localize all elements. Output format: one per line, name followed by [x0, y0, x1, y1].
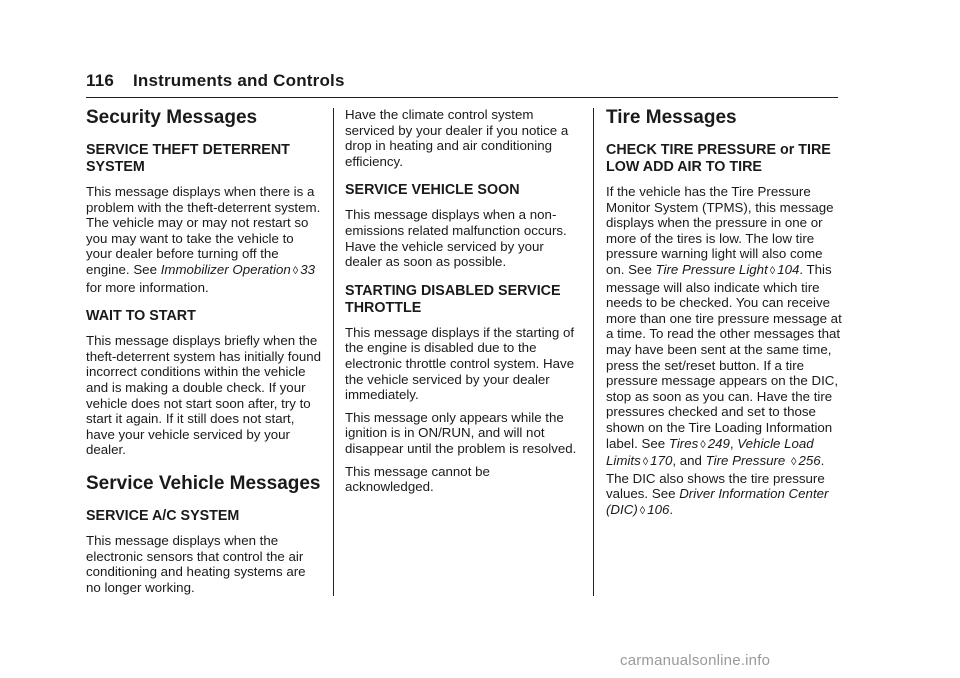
section-title: Instruments and Controls	[132, 71, 345, 90]
starting-disabled-text-3: This message cannot be acknowledged.	[345, 463, 490, 495]
tire-text-b: . This message will also indicate which tire needs to be checked. You can receive more than one tire pressure message at a time. To read the other messages that may have been sent at the same time, press the set/reset button. If a tire pressure message appears on the DIC, stop as soon as you can. Have the tire pressures checked and set to those shown on the Tire Loading Information label. See	[606, 261, 842, 451]
service-vehicle-soon-heading: SERVICE VEHICLE SOON	[345, 182, 520, 199]
dic-link[interactable]: Driver Information Center (DIC)	[606, 486, 829, 517]
service-theft-paragraph	[86, 184, 322, 295]
check-tire-pressure-heading: CHECK TIRE PRESSURE or TIRE LOW ADD AIR TO TIRE	[606, 142, 831, 175]
wait-to-start-heading: WAIT TO START	[86, 308, 196, 325]
vehicle-load-limits-link[interactable]: Vehicle Load Limits	[606, 435, 814, 469]
service-vehicle-soon-text: This message displays when a non-emissions related malfunction occurs. Have the vehicle serviced by your dealer as soon as possible.	[345, 207, 567, 270]
service-ac-text: This message displays when the electronic sensors that control the air conditioning and heating systems are no longer working.	[86, 532, 306, 595]
service-ac-heading: SERVICE A/C SYSTEM	[86, 507, 240, 524]
separator-2: , and	[672, 453, 706, 469]
starting-disabled-heading: STARTING DISABLED SERVICE THROTTLE	[345, 282, 561, 316]
tire-messages-paragraph	[606, 184, 842, 519]
page-ref-icon: ◊	[700, 438, 706, 451]
tires-link[interactable]: Tires	[668, 435, 699, 451]
page-ref-icon: ◊	[292, 264, 299, 277]
watermark: carmanualsonline.info	[620, 652, 771, 669]
starting-disabled-text-2: This message only appears while the ignition is in ON/RUN, and will not disappear until the problem is resolved.	[345, 409, 577, 456]
page-header	[86, 71, 345, 91]
column-3	[606, 107, 842, 526]
tire-pressure-link[interactable]: Tire Pressure	[705, 453, 786, 469]
tire-pressure-page[interactable]: 256	[798, 453, 821, 469]
immobilizer-link[interactable]: Immobilizer Operation	[160, 261, 291, 277]
tires-page[interactable]: 249	[707, 435, 730, 451]
immobilizer-page[interactable]: 33	[300, 261, 315, 277]
column-divider-2	[593, 108, 594, 596]
security-messages-heading: Security Messages	[86, 107, 258, 128]
page-ref-icon: ◊	[769, 264, 776, 277]
tire-messages-heading: Tire Messages	[606, 107, 737, 128]
tire-text-a: If the vehicle has the Tire Pressure Monitor System (TPMS), this message displays when the pressure in one or more of the tires is low. The low tire pressure warning light will also come on. See	[606, 184, 834, 277]
column-1	[86, 107, 322, 602]
dic-page[interactable]: 106	[647, 501, 670, 517]
service-ac-continued: Have the climate control system serviced by your dealer if you notice a drop in heating and air conditioning efficiency.	[345, 107, 569, 169]
separator-1: ,	[729, 435, 738, 451]
starting-disabled-text-1: This message displays if the starting of the engine is disabled due to the electronic throttle control system. Have the vehicle serviced by your dealer immediately.	[345, 324, 575, 403]
vehicle-load-limits-page[interactable]: 170	[650, 453, 673, 469]
page-ref-icon: ◊	[791, 456, 797, 469]
service-theft-text: This message displays when there is a problem with the theft-deterrent system. The vehicle may or may not restart so you may want to take the vehicle to your dealer before turning off the engine. See	[86, 184, 321, 277]
column-2	[345, 107, 581, 502]
service-vehicle-messages-heading: Service Vehicle Messages	[86, 472, 321, 494]
tire-text-c: . The DIC also shows the tire pressure values. See	[606, 453, 825, 502]
tire-text-end: .	[669, 501, 674, 517]
service-theft-tail: for more information.	[86, 279, 209, 295]
service-theft-heading: SERVICE THEFT DETERRENT SYSTEM	[86, 142, 290, 175]
header-rule	[86, 97, 838, 98]
tire-pressure-light-link[interactable]: Tire Pressure Light	[655, 261, 768, 277]
page-number: 116	[86, 71, 115, 90]
wait-to-start-text: This message displays briefly when the theft-deterrent system has initially found incorrect conditions within the vehicle and is making a double check. If your vehicle does not start soon after, try to start it again. If it still does not start, have your vehicle serviced by your dealer.	[86, 333, 322, 458]
page-ref-icon: ◊	[639, 504, 646, 517]
column-divider-1	[333, 108, 334, 596]
tire-pressure-light-page[interactable]: 104	[777, 261, 800, 277]
page-ref-icon: ◊	[642, 456, 649, 469]
